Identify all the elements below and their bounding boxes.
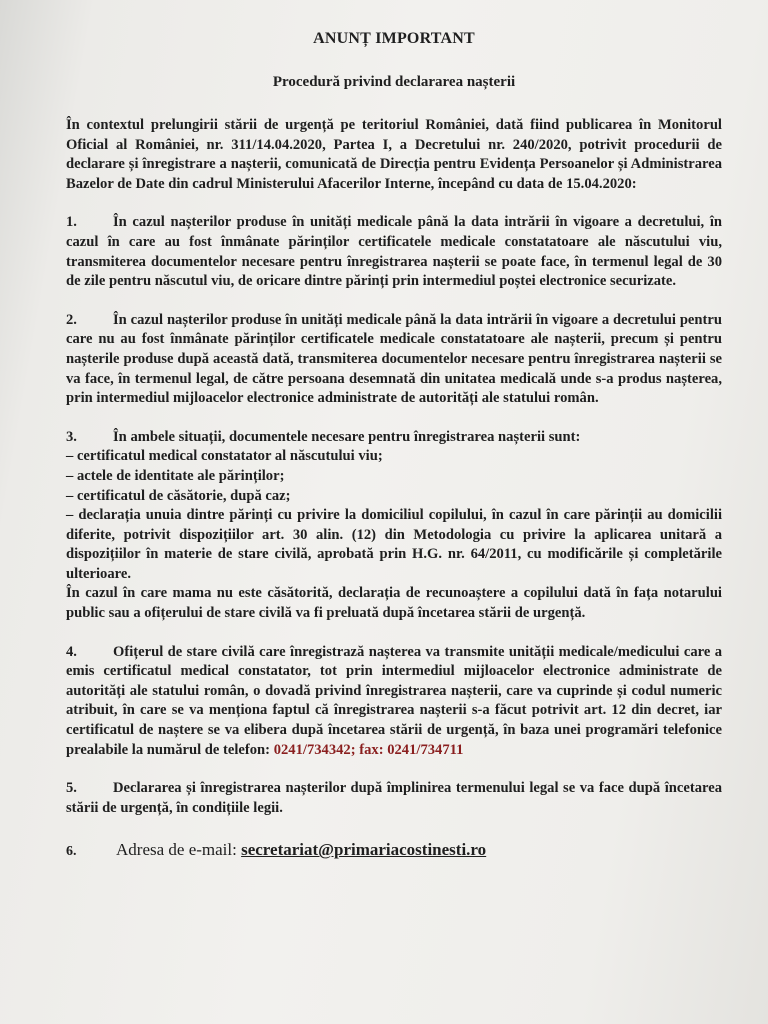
list-item: – declarația unuia dintre părinți cu privire la domiciliul copilului, în cazul în care părinții au domicilii diferite, potrivit dispozițiilor art. 30 alin. (12) din Metodologia cu privire la aplicarea unitară a dispozițiilor în materie de stare civilă, aprobată prin H.G. nr. 64/2011, cu modificările și completările ulterioare. <box>66 507 722 582</box>
list-item: – certificatul de căsătorie, după caz; <box>66 487 291 504</box>
item-text: În cazul nașterilor produse în unități medicale până la data intrării în vigoare a decretului, în cazul în care au fost înmânate părinților certificatele medicale constatatoare ale născutului viu, transmiterea documentelor necesare pentru înregistrarea nașterii se poate face, în termenul legal de 30 de zile pentru născutul viu, de oricare dintre părinți prin intermediul poștei electronice securizate. <box>66 214 722 290</box>
item-text: Declararea și înregistrarea nașterilor după împlinirea termenului legal se va face după încetarea stării de urgență, în condițiile legii. <box>66 780 722 816</box>
phone-fax-numbers: 0241/734342; fax: 0241/734711 <box>273 741 464 758</box>
email-link[interactable]: secretariat@primariacostinesti.ro <box>241 840 487 860</box>
list-item: – certificatul medical constatator al născutului viu; <box>66 448 383 465</box>
item-1 <box>66 213 722 291</box>
item-4 <box>66 643 722 761</box>
item-number: 6. <box>66 844 77 860</box>
item-text: În cazul nașterilor produse în unități medicale până la data intrării în vigoare a decretului pentru care nu au fost înmânate părinților certificatele medicale constatatoare ale nașterii, precum și pentru nașterile produse după această dată, transmiterea documentelor necesare pentru înregistrarea nașterii se va face, în termenul legal, de către persoana desemnată din unitatea medicală unde s-a produs nașterea, prin intermediul mijloacelor electronice administrate de autorități ale statului român. <box>66 311 722 407</box>
page-title: ANUNȚ IMPORTANT <box>313 30 475 47</box>
item-3 <box>66 428 722 624</box>
item-2 <box>66 311 722 409</box>
item-3-note: În cazul în care mama nu este căsătorită, declarația de recunoaștere a copilului dată în fața notarului public sau a ofițerului de stare civilă va fi preluată după încetarea stării de urgență. <box>66 585 722 622</box>
item-number: 3. <box>66 428 77 445</box>
intro-paragraph: În contextul prelungirii stării de urgență pe teritoriul României, dată fiind publicarea în Monitorul Oficial al României, nr. 311/14.04.2020, Partea I, a Decretului nr. 240/2020, potrivit procedurii de declarare și înregistrare a nașterii, comunicată de Direcția pentru Evidența Persoanelor și Administrarea Bazelor de Date din cadrul Ministerului Afacerilor Interne, începând cu data de 15.04.2020: <box>66 117 722 192</box>
item-text: În ambele situații, documentele necesare pentru înregistrarea nașterii sunt: <box>113 428 581 445</box>
item-number: 4. <box>66 643 77 660</box>
page-subtitle: Procedură privind declararea nașterii <box>272 74 516 90</box>
item-5 <box>66 779 722 818</box>
item-number: 2. <box>66 311 77 328</box>
email-label: Adresa de e-mail: <box>116 840 237 860</box>
item-text: Ofițerul de stare civilă care înregistrază nașterea va transmite unității medicale/medicului care a emis certificatul medical constatator, tot prin intermediul mijloacelor electronice administrate de autorități ale statului român, o dovadă privind înregistrarea nașterii, care va cuprinde și codul numeric atribuit, în care se va menționa faptul că înregistrarea nașterii s-a făcut potrivit art. 12 din decret, iar certificatul de naștere se va elibera după încetarea stării de urgență, în baza unei programări telefonice prealabile la numărul de telefon: <box>66 643 722 758</box>
item-3-lead <box>66 428 722 448</box>
item-number: 1. <box>66 214 77 231</box>
item-number: 5. <box>66 780 77 797</box>
list-item: – actele de identitate ale părinților; <box>66 467 285 484</box>
contact-line <box>66 840 722 860</box>
